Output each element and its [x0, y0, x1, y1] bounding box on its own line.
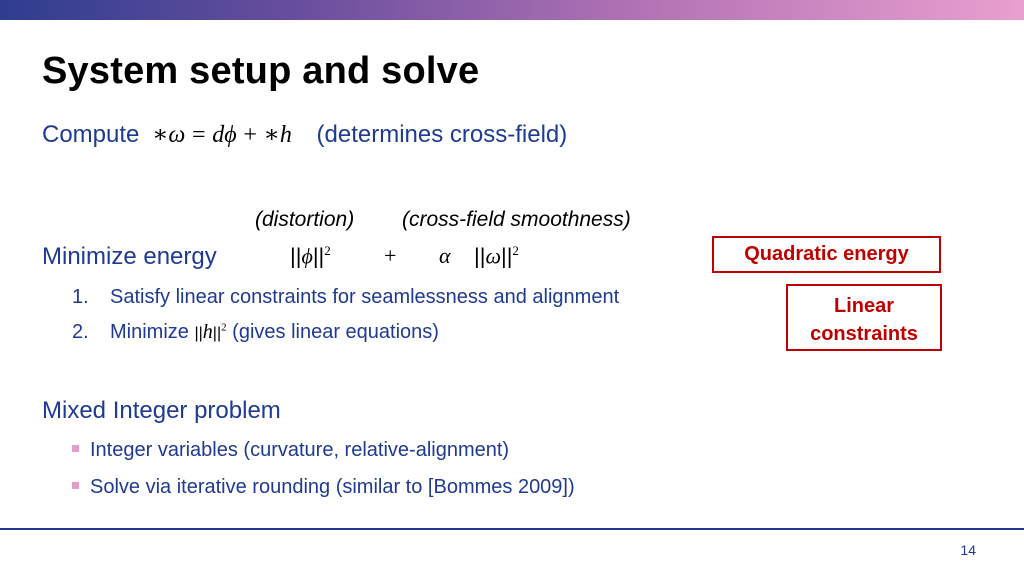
- step-text-after: (gives linear equations): [232, 321, 439, 343]
- norm-close: ||: [212, 325, 222, 342]
- mixed-integer-heading: Mixed Integer problem: [42, 397, 281, 424]
- linear-box-line1: Linear: [833, 295, 895, 317]
- bullet-item: [72, 476, 575, 499]
- compute-note: (determines cross-field): [316, 121, 568, 148]
- star-omega: ∗ω: [152, 122, 186, 148]
- energy-term-phi: [290, 243, 331, 269]
- phi-symbol: ϕ: [301, 243, 313, 269]
- bullet-text: Solve via iterative rounding (similar to [Bommes 2009]): [90, 476, 575, 498]
- page-number: 14: [960, 542, 976, 558]
- h-symbol: h: [202, 321, 213, 343]
- step-2: [72, 321, 439, 344]
- bullet-text: Integer variables (curvature, relative-alignment): [90, 439, 510, 461]
- step-text: Satisfy linear constraints for seamlessness and alignment: [110, 286, 620, 308]
- top-gradient-bar: [0, 0, 1024, 20]
- quadratic-energy-box: Quadratic energy: [712, 236, 941, 273]
- omega-symbol: ω: [485, 243, 501, 269]
- energy-plus: +: [384, 243, 397, 268]
- norm-close: ||: [312, 243, 325, 269]
- square-bullet-icon: [72, 445, 79, 452]
- smoothness-label: (cross-field smoothness): [402, 208, 631, 231]
- exponent: 2: [324, 243, 331, 258]
- plus-sign: +: [243, 122, 257, 148]
- minimize-energy-label: Minimize energy: [42, 243, 217, 270]
- step-1: [72, 286, 619, 309]
- compute-equation: [152, 121, 298, 148]
- energy-term-omega: [474, 243, 519, 269]
- exponent: 2: [512, 243, 519, 258]
- compute-label: Compute: [42, 121, 140, 148]
- step-number: 2.: [72, 321, 89, 343]
- bullet-item: [72, 439, 509, 462]
- equals-sign: =: [192, 122, 206, 148]
- norm-h: [194, 321, 226, 343]
- step-number: 1.: [72, 286, 89, 308]
- step-text-before: Minimize: [110, 321, 189, 343]
- exponent: 2: [221, 321, 227, 334]
- bottom-divider: [0, 528, 1024, 530]
- slide-title: System setup and solve: [42, 50, 480, 92]
- square-bullet-icon: [72, 482, 79, 489]
- norm-open: ||: [474, 243, 486, 269]
- alpha-symbol: α: [439, 243, 451, 268]
- star-h: ∗h: [263, 122, 292, 148]
- norm-close: ||: [500, 243, 513, 269]
- compute-line: [42, 120, 567, 149]
- norm-open: ||: [194, 325, 203, 342]
- norm-open: ||: [290, 243, 302, 269]
- d-phi: dϕ: [212, 122, 237, 148]
- linear-constraints-box: [786, 284, 942, 351]
- linear-box-line2: constraints: [810, 323, 918, 345]
- distortion-label: (distortion): [255, 208, 355, 231]
